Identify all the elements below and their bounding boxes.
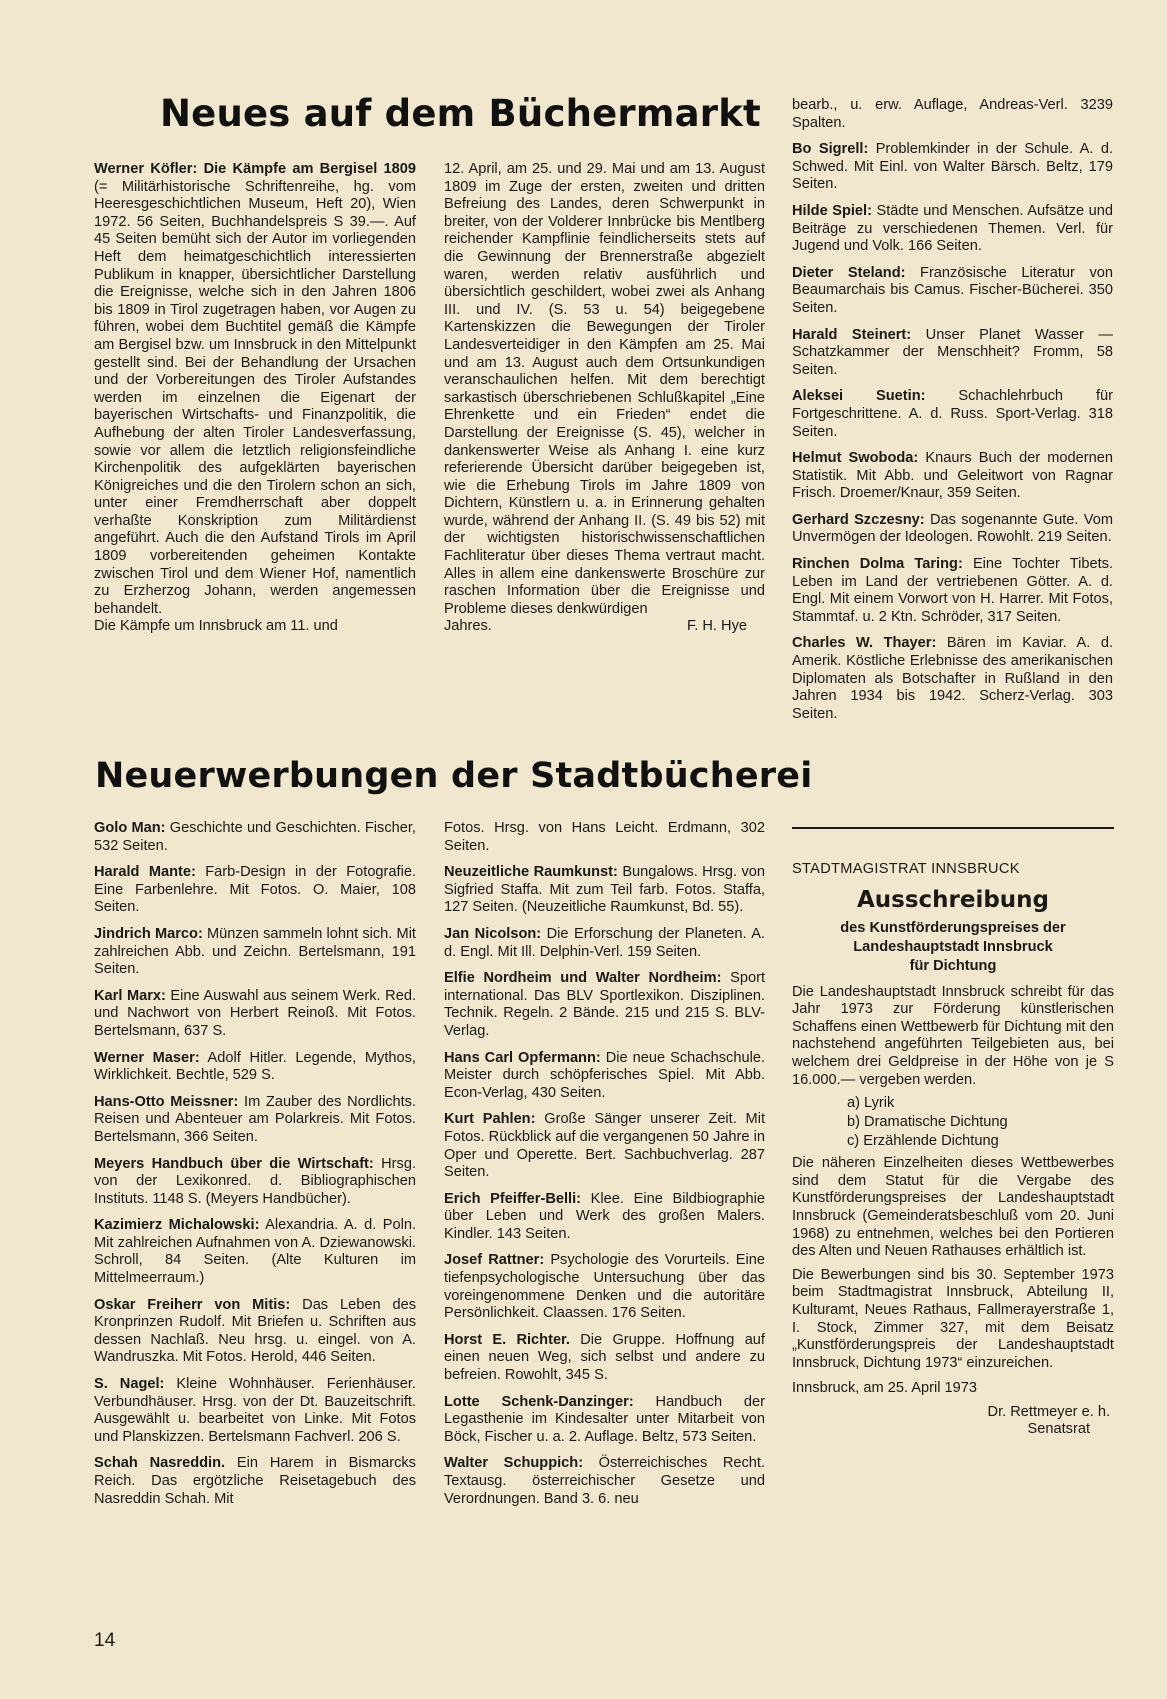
section-title-buechermarkt: Neues auf dem Büchermarkt	[160, 92, 761, 135]
section-title-neuerwerbungen: Neuerwerbungen der Stadtbücherei	[95, 756, 813, 796]
list-item: Hans-Otto Meissner: Im Zauber des Nordlichts. Reisen und Abenteuer am Polarkreis. Mit Fotos. Bertelsmann, 366 Seiten.	[94, 1093, 417, 1145]
list-item: Helmut Swoboda: Knaurs Buch der modernen Statistik. Mit Abb. und Geleitwort von Ragnar Frisch. Droemer/Knaur, 359 Seiten.	[792, 450, 1113, 502]
list-item: Horst E. Richter. Die Gruppe. Hoffnung auf einen neuen Weg, sich selbst und andere zu befreien. Rowohlt, 345 S.	[444, 1331, 765, 1384]
review-column-1	[94, 161, 416, 636]
notice-place-date: Innsbruck, am 25. April 1973	[792, 1380, 977, 1397]
notice-issuer: STADTMAGISTRAT INNSBRUCK	[792, 861, 1020, 877]
list-item: Jindrich Marco: Münzen sammeln lohnt sich. Mit zahlreichen Abb. und Zeichn. Bertelsmann, 191 Seiten.	[94, 925, 416, 978]
list-item: Charles W. Thayer: Bären im Kaviar. A. d. Amerik. Köstliche Erlebnisse des amerikanischen Diplomaten als Botschafter in Rußland in den Jahren 1934 bis 1942. Scherz-Verlag. 303 Seiten.	[792, 635, 1113, 722]
page-number: 14	[94, 1630, 116, 1651]
review-signature-line	[444, 618, 765, 636]
notice-column	[792, 861, 1114, 1439]
list-item: Aleksei Suetin: Schachlehrbuch für Fortgeschrittene. A. d. Russ. Sport-Verlag. 318 Seiten.	[792, 388, 1113, 440]
list-item: Kazimierz Michalowski: Alexandria. A. d. Poln. Mit zahlreichen Aufnahmen von A. Dziewanowski. Schroll, 84 Seiten. (Alte Kulturen im Mittelmeerraum.)	[94, 1217, 417, 1287]
list-item: Golo Man: Geschichte und Geschichten. Fischer, 532 Seiten.	[94, 820, 416, 854]
list-item: Dieter Steland: Französische Literatur von Beaumarchais bis Camus. Fischer-Bücherei. 350 Seiten.	[792, 264, 1113, 316]
list-item: Fotos. Hrsg. von Hans Leicht. Erdmann, 302 Seiten.	[444, 820, 765, 854]
acquisitions-column-2	[444, 820, 765, 1517]
notice-signatory-title: Senatsrat	[1027, 1421, 1090, 1438]
list-item: Lotte Schenk-Danzinger: Handbuch der Legasthenie im Kindesalter unter Mitarbeit von Böck, Fischer u. a. 2. Auflage. Beltz, 573 Seiten.	[444, 1393, 765, 1445]
list-item: Rinchen Dolma Taring: Eine Tochter Tibets. Leben im Land der vertriebenen Götter. A. d. Engl. Mit einem Vorwort von H. Harrer. Mit Fotos, Stammtaf. u. 2 Ktn. Schröder, 317 Seiten.	[792, 556, 1113, 625]
list-item: Walter Schuppich: Österreichisches Recht. Textausg. österreichischer Gesetze und Verordnungen. Band 3. 6. neu	[444, 1455, 765, 1507]
list-item: Harald Mante: Farb-Design in der Fotografie. Eine Farbenlehre. Mit Fotos. O. Maier, 108 Seiten.	[94, 864, 416, 916]
list-item: Jan Nicolson: Die Erforschung der Planeten. A. d. Engl. Mit Ill. Delphin-Verl. 159 Seiten.	[444, 925, 765, 960]
booklist-column-3	[792, 97, 1113, 732]
notice-signatory: Dr. Rettmeyer e. h.	[987, 1403, 1110, 1420]
notice-paragraph-1: Die Landeshauptstadt Innsbruck schreibt für das Jahr 1973 zur Förderung künstlerischen Schaffens einen Wettbewerb für Dichtung mit den nachstehend angeführten Teilgebieten aus, bei welchem drei Geldpreise in der Höhe von je S 16.000.— vergeben werden.	[792, 983, 1114, 1088]
category-item: c) Erzählende Dichtung	[847, 1133, 999, 1150]
list-item: Kurt Pahlen: Große Sänger unserer Zeit. Mit Fotos. Rückblick auf die vergangenen 50 Jahre in Oper und Operette. Bert. Sachbuchverlag. 287 Seiten.	[444, 1111, 765, 1181]
list-item: Gerhard Szczesny: Das sogenannte Gute. Vom Unvermögen der Ideologen. Rowohlt. 219 Seiten.	[792, 511, 1113, 546]
review-heading: Werner Köfler: Die Kämpfe am Bergisel 1809	[94, 161, 416, 177]
review-body	[94, 161, 416, 618]
list-item: Neuzeitliche Raumkunst: Bungalows. Hrsg. von Sigfried Staffa. Mit zum Teil farb. Fotos. Staffa, 127 Seiten. (Neuzeitliche Raumkunst, Bd. 55).	[444, 864, 765, 916]
divider-rule	[792, 827, 1114, 829]
list-item: Meyers Handbuch über die Wirtschaft: Hrsg. von der Lexikonred. d. Bibliographischen Instituts. 1148 S. (Meyers Handbücher).	[94, 1155, 416, 1207]
notice-subtitle-3: für Dichtung	[909, 957, 997, 974]
list-item: Elfie Nordheim und Walter Nordheim: Sport international. Das BLV Sportlexikon. Disziplinen. Technik. Regeln. 2 Bände. 215 und 215 S. BLV-Verlag.	[444, 970, 766, 1039]
notice-title: Ausschreibung	[856, 886, 1050, 913]
category-item: a) Lyrik	[847, 1095, 895, 1112]
review-text-last: Die Kämpfe um Innsbruck am 11. und	[94, 618, 338, 635]
list-item: bearb., u. erw. Auflage, Andreas-Verl. 3239 Spalten.	[792, 97, 1113, 131]
notice-subtitle-2: Landeshauptstadt Innsbruck	[853, 938, 1053, 955]
list-item: Bo Sigrell: Problemkinder in der Schule. A. d. Schwed. Mit Einl. von Walter Bärsch. Beltz, 179 Seiten.	[792, 141, 1113, 193]
acquisitions-column-1	[94, 820, 416, 1517]
notice-paragraph-3: Die Bewerbungen sind bis 30. September 1973 beim Stadtmagistrat Innsbruck, Abteilung II, Kulturamt, Neues Rathaus, Fallmerayerstraße 1, I. Stock, Zimmer 327, mit dem Beisatz „Kunstförderungspreis der Landeshauptstadt Innsbruck, Dichtung 1973“ einzureichen.	[792, 1266, 1114, 1371]
list-item: S. Nagel: Kleine Wohnhäuser. Ferienhäuser. Verbundhäuser. Hrsg. von der Dt. Bauzeitschrift. Ausgewählt u. bearbeitet von Linke. Mit Fotos und Planskizzen. Bertelsmann Fachverl. 206 S.	[94, 1376, 416, 1445]
review-closing: Jahres.	[444, 618, 492, 635]
category-item: b) Dramatische Dichtung	[847, 1114, 1008, 1131]
list-item: Erich Pfeiffer-Belli: Klee. Eine Bildbiographie über Leben und Werk des großen Malers. Kindler. 143 Seiten.	[444, 1190, 765, 1242]
notice-subtitle-1: des Kunstförderungspreises der	[840, 919, 1066, 936]
notice-paragraph-2: Die näheren Einzelheiten dieses Wettbewerbes sind dem Statut für die Vergabe des Kunstförderungspreises der Landeshauptstadt Innsbruck (Gemeinderatsbeschluß vom 20. Juni 1968) zu entnehmen, welches bei den Portieren des Alten und Neuen Rathauses erhältlich ist.	[792, 1155, 1114, 1260]
review-text-part1: (= Militärhistorische Schriftenreihe, hg. vom Heeresgeschichtlichen Museum, Heft 20), Wien 1972. 56 Seiten, Buchhandelspreis S 39.—. Auf 45 Seiten bemüht sich der Autor im vorliegenden Heft dem heimatgeschichtlich interessierten Publikum in knapper, übersichtlicher Darstellung die Ereignisse, welche sich in den Jahren 1806 bis 1809 in Tirol zugetragen haben, vor Augen zu führen, wobei dem Buchtitel gemäß die Kämpfe am Bergisel bzw. um Innsbruck in den Mittelpunkt gestellt sind. Bei der Behandlung der Ursachen und der Vorbereitungen des Tiroler Aufstandes werden im einzelnen die Eigenart der bayerischen Wirtschafts- und Finanzpolitik, die Aufhebung der alten Tiroler Landesverfassung, sowie vor allem die letztlich religionsfeindliche Kirchenpolitik des aufgeklärten bayerischen Königreiches und die den Tirolern schon an sich, unter einer Fremdherrschaft aber doppelt verhaßte Konskription zum Militärdienst angeführt. Auch die den Aufstand Tirols im April 1809 vorbereitenden geheimen Kontakte zwischen Tirol und dem Wiener Hof, namentlich zu Erzherzog Johann, werden angemessen behandelt.	[94, 178, 416, 617]
list-item: Hilde Spiel: Städte und Menschen. Aufsätze und Beiträge zu verschiedenen Themen. Verl. für Jugend und Volk. 166 Seiten.	[792, 202, 1113, 255]
review-text-part2: 12. April, am 25. und 29. Mai und am 13. August 1809 im Zuge der ersten, zweiten und dritten Befreiung des Landes, deren Schwerpunkt in breiter, von der Volderer Innbrücke bis Mentlberg reichender Kampflinie feindlicherseits stets auf die Gewinnung der Brennerstraße abgezielt waren, werden relativ ausführlich und übersichtlich geschildert, wobei zwei als Anhang III. und IV. (S. 53 u. 54) beigegebene Kartenskizzen die Bewegungen der Tiroler Landesverteidiger in den Kämpfen am 25. Mai und am 13. August auch dem Ortsunkundigen veranschaulichen helfen. Mit dem berechtigt sarkastisch überschriebenen Schlußkapitel „Eine Ehrenkette und ein Frieden“ endet die Darstellung der Ereignisse (S. 45), welcher in dankenswerter Weise als Anhang I. eine kurz referierende Übersicht darüber beigegeben ist, wie die Erhebung Tirols im Jahre 1809 von Dichtern, Künstlern u. a. in Erinnerung gehalten wurde, während der Anhang II. (S. 49 bis 52) mit der wichtigsten historischwissenschaftlichen Fachliteratur über dieses Thema vertraut macht. Alles in allem eine dankenswerte Broschüre zur raschen Information über die Ereignisse und Probleme dieses denkwürdigen	[444, 161, 765, 617]
list-item: Werner Maser: Adolf Hitler. Legende, Mythos, Wirklichkeit. Bechtle, 529 S.	[94, 1049, 416, 1084]
list-item: Karl Marx: Eine Auswahl aus seinem Werk. Red. und Nachwort von Herbert Reinoß. Mit Fotos. Bertelsmann, 637 S.	[94, 987, 416, 1039]
review-author: F. H. Hye	[686, 618, 747, 635]
notice-categories	[792, 1094, 1114, 1151]
review-column-2	[444, 161, 765, 636]
list-item: Schah Nasreddin. Ein Harem in Bismarcks Reich. Das ergötzliche Reisetagebuch des Nasreddin Schah. Mit	[94, 1455, 416, 1507]
list-item: Oskar Freiherr von Mitis: Das Leben des Kronprinzen Rudolf. Mit Briefen u. Schriften aus dessen Nachlaß. Neu hrsg. u. eingel. von A. Wandruszka. Mit Fotos. Herold, 446 Seiten.	[94, 1296, 417, 1366]
list-item: Hans Carl Opfermann: Die neue Schachschule. Meister durch schöpferisches Spiel. Mit Abb. Econ-Verlag, 430 Seiten.	[444, 1049, 766, 1101]
list-item: Josef Rattner: Psychologie des Vorurteils. Eine tiefenpsychologische Untersuchung über das voreingenommene Denken und die autoritäre Persönlichkeit. Claassen. 176 Seiten.	[444, 1252, 766, 1322]
list-item: Harald Steinert: Unser Planet Wasser — Schatzkammer der Menschheit? Fromm, 58 Seiten.	[792, 326, 1114, 378]
